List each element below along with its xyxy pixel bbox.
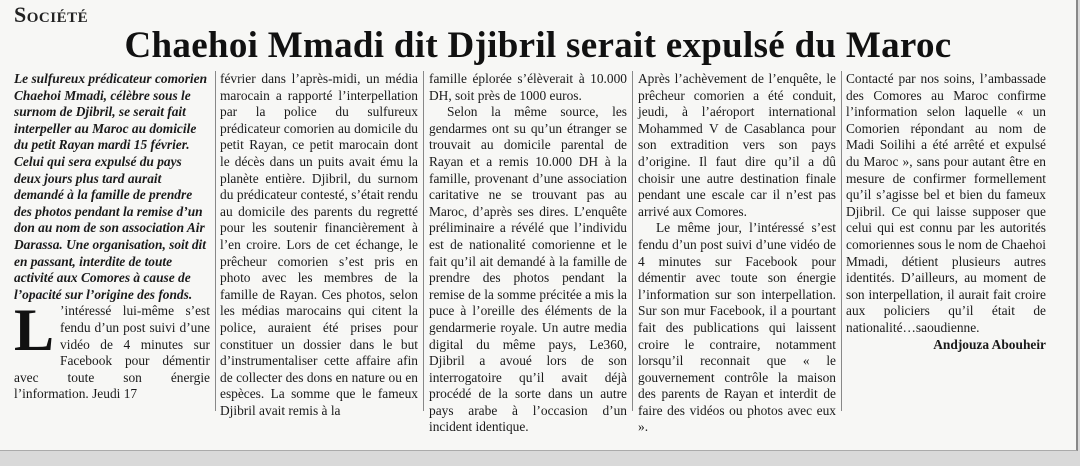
column-4-paragraph-1: Après l’achèvement de l’enquête, le prêcheur comorien a été conduit, jeudi, à l’aéroport international Mohammed V de Casablanca pour son extradition vers son pays d’origine. Il faut dire qu’il a dû choisir une autre destination finale pendant une escale car il n’est pas arrivé aux Comores. — [638, 71, 836, 219]
column-4-paragraph-2: Le même jour, l’intéressé s’est fendu d’un post suivi d’une vidéo de 4 minutes sur Facebook pour démentir avec toute son énergie l’information sur son interpellation. Sur son mur Facebook, il a pourtant fait des publications qui laissent croire le contraire, notamment lorsqu’il reconnait que « le gouvernement contrôle la maison des parents de Rayan et interdit de faire des vidéos ou photos avec eux ». — [638, 220, 836, 435]
author-signature: Andjouza Abouheir — [933, 336, 1046, 352]
column-2-text: février dans l’après-midi, un média marocain a rapporté l’interpellation par la police du sulfureux prédicateur comorien au domicile du petit Rayan, ce petit marocain dont le décès dans un puits avait ému la planète entière. Djibril, du surnom du prédicateur contesté, s’était rendu au domicile des parents du regretté pour les soutenir financièrement à l’en croire. Lors de cet échange, le prêcheur comorien s’est pris en photo avec les membres de la famille de Rayan. Ces photos, selon les médias marocains qui citent la police, auraient été prises pour constituer un dossier dans le but d’instrumentaliser cette affaire afin de collecter des dons en nature ou en espèces. La somme que le fameux Djibril avait remis à la — [220, 71, 418, 418]
drop-cap: L — [14, 297, 55, 364]
column-2 — [220, 71, 418, 418]
headline-text: Chaehoi Mmadi dit Djibril serait expulsé du Maroc — [117, 25, 960, 66]
column-5 — [846, 71, 1046, 411]
column-3 — [429, 71, 627, 435]
column-1 — [14, 71, 210, 411]
column-divider — [841, 71, 842, 411]
section-label: Société — [14, 2, 89, 27]
column-divider — [215, 71, 216, 411]
column-3-paragraph-1: famille éplorée s’élèverait à 10.000 DH, soit près de 1000 euros. — [429, 71, 627, 103]
article-lead: Le sulfureux prédicateur comorien Chaehoi Mmadi, célèbre sous le surnom de Djibril, se serait fait interpeller au Maroc au domicile du petit Rayan mardi 15 février. Celui qui sera expulsé du pays deux jours plus tard aurait demandé à la famille de prendre des photos pendant la remise d’un don au nom de son association Air Darassa. Une organisation, soit dit en passant, interdite de toute activité aux Comores à cause de l’opacité sur l’origine des fonds. — [14, 71, 208, 302]
column-5-text: Contacté par nos soins, l’ambassade des Comores au Maroc confirme l’information selon laquelle « un Comorien répondant au nom de Madi Soilihi a été arrêté et expulsé du Maroc », sans pour autant être en mesure de confirmer formellement qu’il s’agisse bel et bien du fameux Djibril. Ce qui laisse supposer que celui qui est connu par les autorités comoriennes sous le nom de Chaehoi Mmadi, détient plusieurs autres identités. D’ailleurs, au moment de son interpellation, il aurait fait croire aux policiers qu’il était de nationalité…saoudienne. — [846, 71, 1046, 335]
article-headline — [0, 24, 1076, 67]
column-divider — [423, 71, 424, 411]
column-divider — [632, 71, 633, 411]
column-1-text: ’intéressé lui-même s’est fendu d’un post suivi d’une vidéo de 4 minutes sur Facebook pour démentir avec toute son énergie l’information. Jeudi 17 — [14, 303, 210, 402]
column-1-body — [14, 297, 210, 403]
column-3-paragraph-2: Selon la même source, les gendarmes ont su qu’un étranger se trouvait au domicile parental de Rayan et a remis 10.000 DH à la famille, provenant d’une association caritative ne se trouvant pas au Maroc, d’après ses dires. L’enquête préliminaire a révélé que l’individu est de nationalité comorienne et le fait qu’il ait demandé à la famille de prendre des photos pendant la remise de la somme précitée a mis la puce à l’oreille des éléments de la gendarmerie royale. Un autre media digital du même pays, Le360, Djibril a avoué lors de son interrogatoire qu’il avait déjà procédé de la sorte dans un autre pays arabe à l’occasion d’un incident identique. — [429, 104, 627, 435]
column-4 — [638, 71, 836, 435]
